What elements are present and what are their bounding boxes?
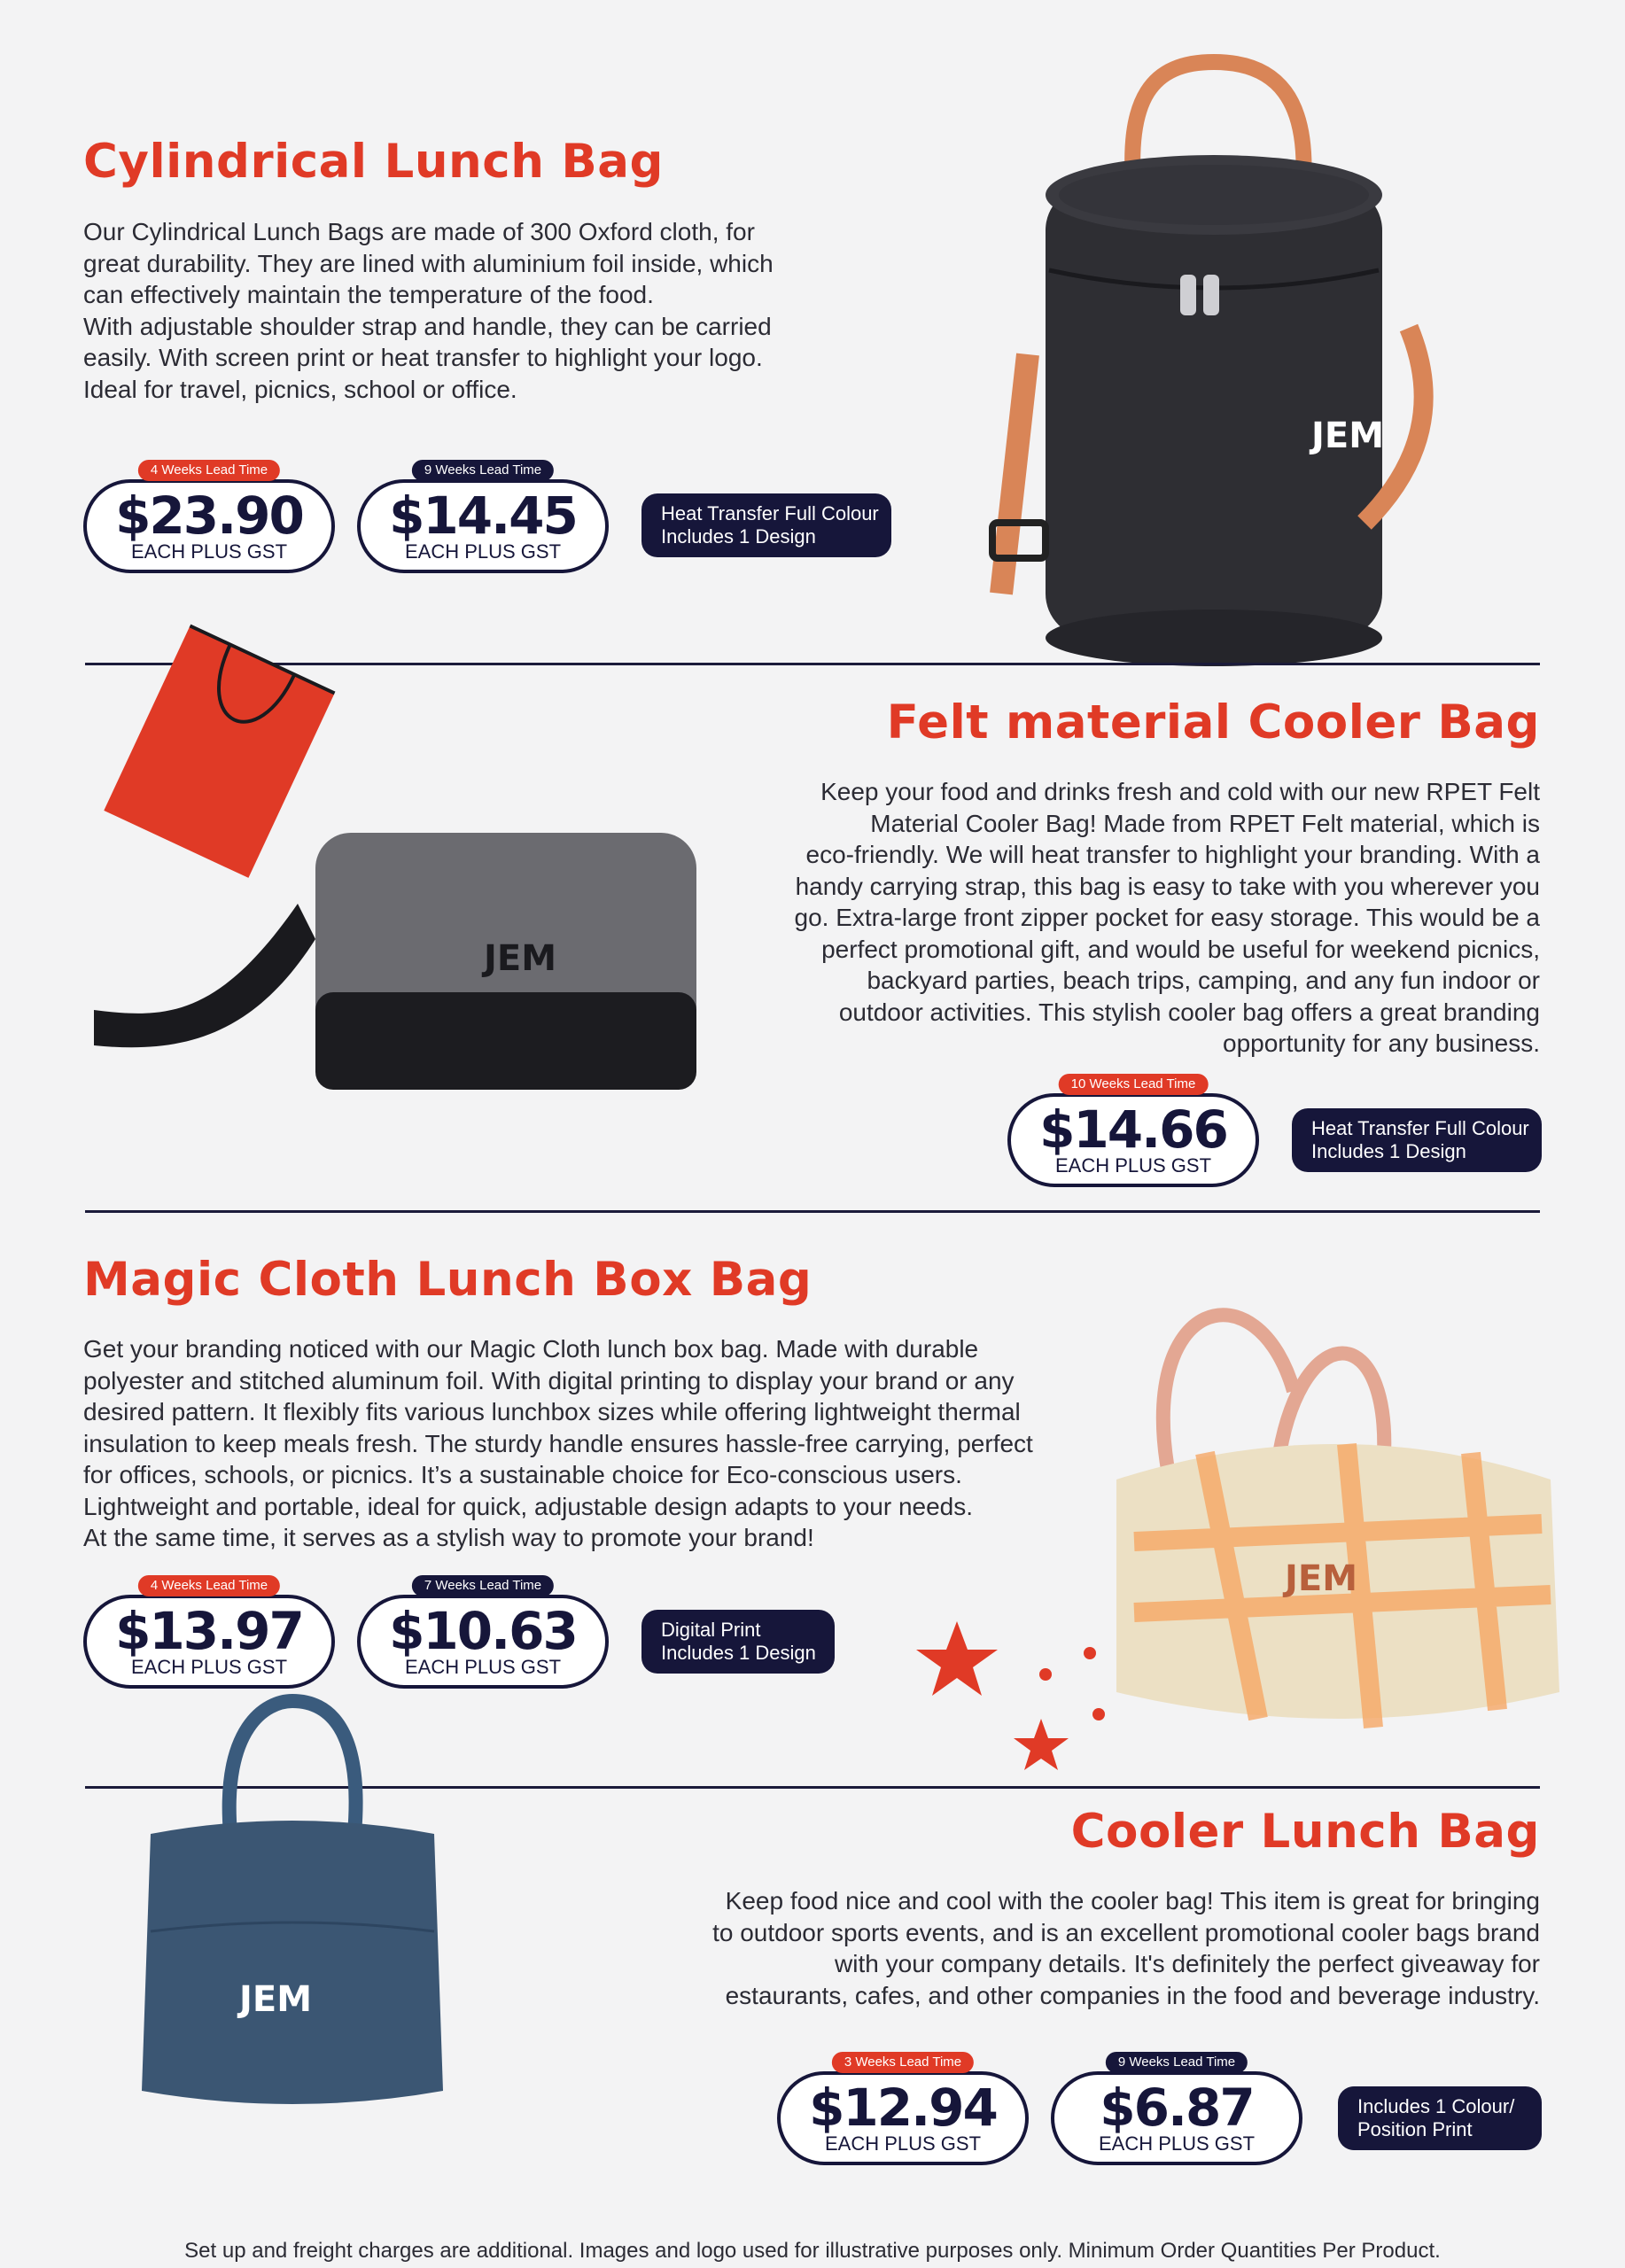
jem-logo: JEM [239,1979,313,2020]
price-amount: $6.87 [1100,2078,1254,2138]
price-note: EACH PLUS GST [130,1656,288,1678]
lead-time-badge: 9 Weeks Lead Time [412,460,554,481]
section-divider [85,1210,1540,1213]
decoration-tag: Includes 1 Colour/ Position Print [1338,2086,1542,2150]
price-amount: $13.97 [115,1601,303,1661]
lead-time-badge: 9 Weeks Lead Time [1106,2052,1248,2073]
product-title-magic-cloth: Magic Cloth Lunch Box Bag [83,1253,812,1307]
price-badge [83,462,335,573]
price-badge [777,2054,1029,2165]
felt-cooler-bag-image [76,815,714,1107]
star-icon [921,1621,1125,1798]
jem-logo: JEM [1311,416,1385,456]
product-title-cooler-lunch: Cooler Lunch Bag [1070,1805,1540,1859]
lead-time-badge: 7 Weeks Lead Time [412,1575,554,1596]
price-badge [1007,1076,1259,1187]
product-title-cylindrical: Cylindrical Lunch Bag [83,135,664,189]
lead-time-badge: 4 Weeks Lead Time [138,460,280,481]
price-note: EACH PLUS GST [1054,1154,1212,1177]
price-amount: $10.63 [389,1601,577,1661]
decoration-tag: Digital Print Includes 1 Design [641,1610,835,1674]
price-note: EACH PLUS GST [404,1656,562,1678]
product-description-magic-cloth: Get your branding noticed with our Magic Cloth lunch box bag. Made with durable polyester and stitched aluminum foil. With digital printing to display your brand or any desired pattern. It flexibly fits various lunchbox sizes while offering lightweight thermal insulation to keep meals fresh. The sturdy handle ensures hassle-free carrying, perfect for offices, schools, or picnics. It’s a sustainable choice for Eco-conscious users. Lightweight and portable, ideal for quick, adjustable design adapts to your needs. At the same time, it serves as a stylish way to promote your brand! [83,1335,1033,1551]
price-badge [357,462,609,573]
product-description-cooler-lunch: Keep food nice and cool with the cooler bag! This item is great for bringing to outdoor sports events, and is an excellent promotional cooler bags brand with your company details. It's definitely the perfect giveaway for estaurants, cafes, and other companies in the food and beverage industry. [712,1887,1540,2009]
product-title-felt: Felt material Cooler Bag [886,695,1540,750]
product-description-cylindrical: Our Cylindrical Lunch Bags are made of 300 Oxford cloth, for great durability. They are lined with aluminium foil inside, which can effectively maintain the temperature of the food. With adjustable shoulder strap and handle, they can be carried easily. With screen print or heat transfer to highlight your logo. Ideal for travel, picnics, school or office. [83,218,774,403]
cylindrical-lunch-bag-image [992,62,1453,664]
price-badge [357,1578,609,1689]
price-note: EACH PLUS GST [404,540,562,563]
decoration-tag: Heat Transfer Full Colour Includes 1 Design [1292,1108,1542,1172]
lead-time-badge: 10 Weeks Lead Time [1059,1074,1209,1095]
price-note: EACH PLUS GST [130,540,288,563]
jem-logo: JEM [1285,1558,1358,1599]
footer-disclaimer: Set up and freight charges are additional. Images and logo used for illustrative purposes only. Minimum Order Quantities Per Product. [184,2239,1441,2263]
product-description-felt: Keep your food and drinks fresh and cold with our new RPET Felt Material Cooler Bag! Made from RPET Felt material, which is eco-friendly. We will heat transfer to highlight your branding. With a handy carrying strap, this bag is easy to take with you wherever you go. Extra-large front zipper pocket for easy storage. This would be a perfect promotional gift, and would be useful for weekend picnics, backyard parties, beach trips, camping, and any fun indoor or outdoor activities. This stylish cooler bag offers a great branding opportunity for any business. [794,778,1540,1057]
cooler-lunch-bag-image [133,1701,452,2117]
lead-time-badge: 3 Weeks Lead Time [832,2052,974,2073]
price-note: EACH PLUS GST [1098,2132,1256,2155]
price-amount: $14.45 [389,485,577,546]
magic-cloth-lunch-box-bag-image [1081,1276,1577,1754]
lead-time-badge: 4 Weeks Lead Time [138,1575,280,1596]
price-badge [83,1578,335,1689]
price-amount: $23.90 [115,485,303,546]
price-badge [1051,2054,1302,2165]
price-note: EACH PLUS GST [824,2132,982,2155]
price-amount: $12.94 [809,2078,997,2138]
price-amount: $14.66 [1039,1099,1227,1160]
decoration-tag: Heat Transfer Full Colour Includes 1 Design [641,493,891,557]
jem-logo: JEM [484,938,557,979]
